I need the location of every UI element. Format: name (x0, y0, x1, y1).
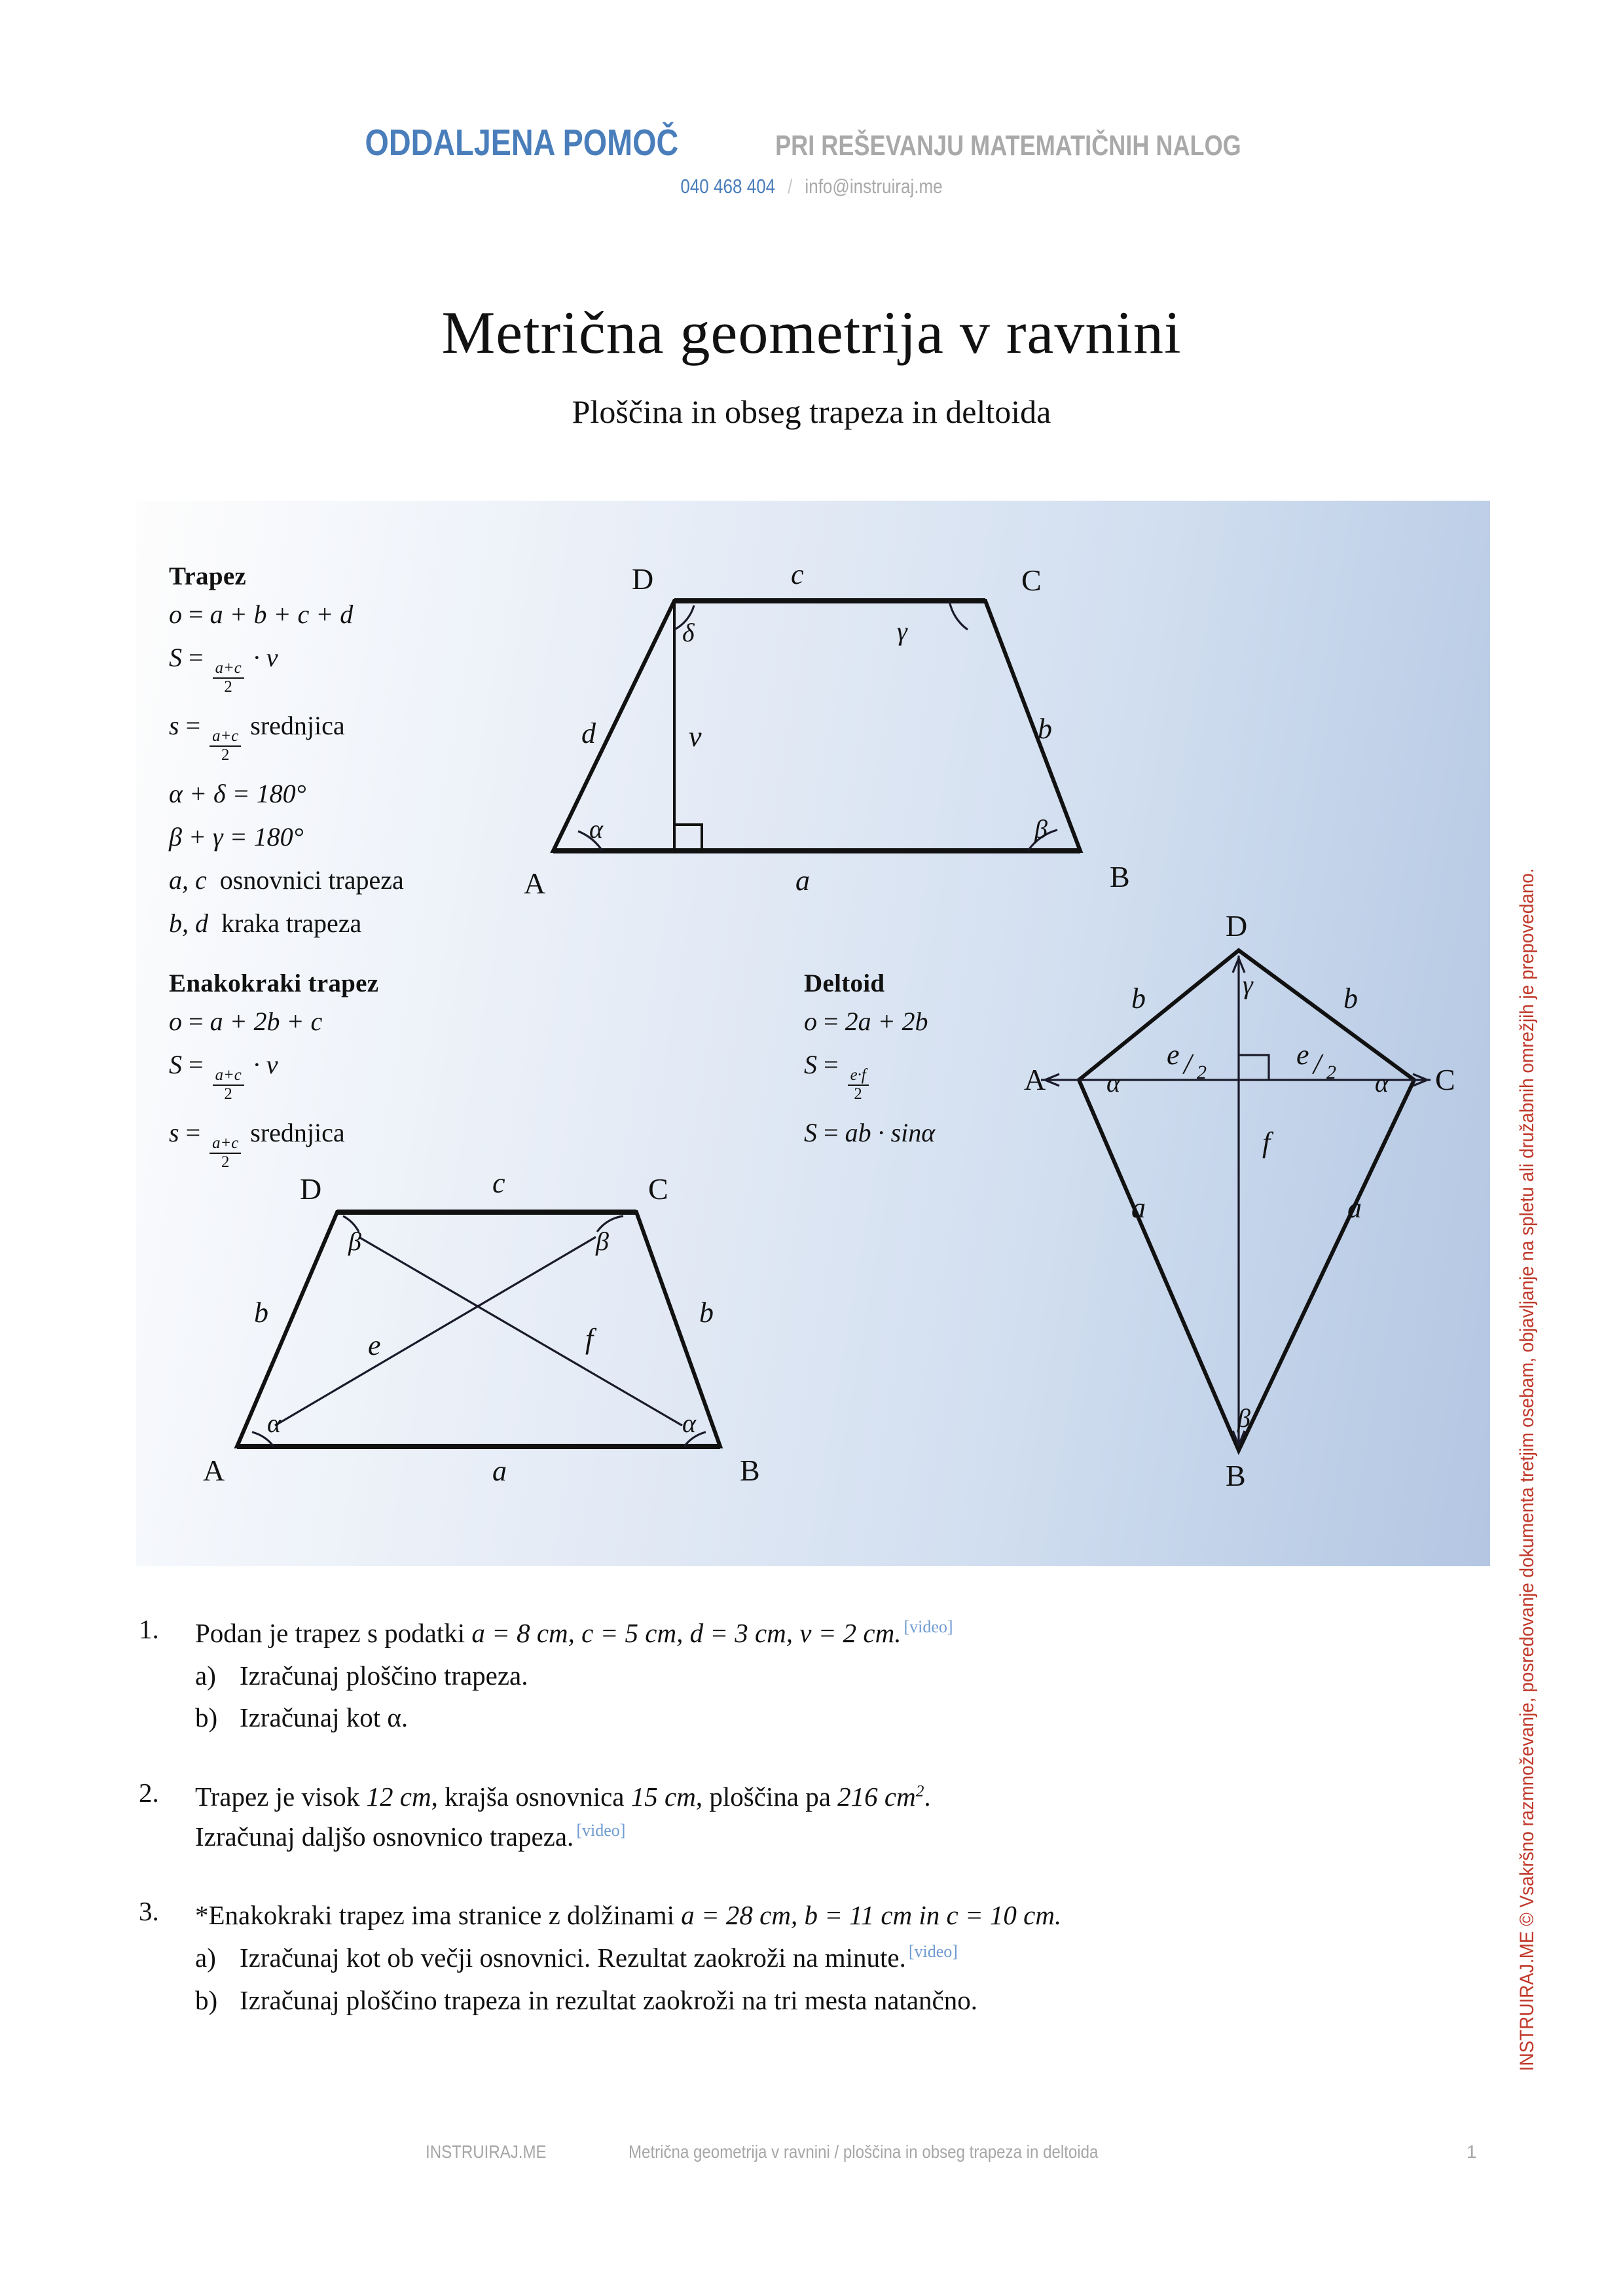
formula-block-enakokraki (169, 969, 378, 1188)
statement-text: Izračunaj daljšo osnovnico trapeza. (195, 1821, 574, 1852)
angle-label-alpha-right: α (682, 1408, 696, 1438)
fraction-denominator: 2 (210, 1153, 241, 1171)
brand-line (0, 121, 1623, 164)
statement-text: , ploščina pa (695, 1782, 838, 1812)
side-label-b-left: b (254, 1297, 268, 1329)
statement-math: 15 cm (630, 1782, 696, 1812)
statement-math: 216 cm (837, 1782, 916, 1812)
angle-label-gamma: γ (1243, 970, 1253, 999)
subitem-text: Izračunaj kot α. (240, 1702, 409, 1733)
exercise-item-3 (139, 1895, 1317, 2020)
formula-word: srednjica (250, 710, 345, 740)
formula-heading-deltoid: Deltoid (804, 969, 885, 997)
page-number: 1 (1467, 2142, 1477, 2162)
vertex-label-C: C (1435, 1063, 1455, 1096)
angle-label-gamma: γ (897, 617, 907, 646)
vertex-label-D: D (300, 1172, 322, 1206)
formula-heading-trapez: Trapez (169, 562, 247, 590)
angle-label-delta: δ (682, 618, 695, 647)
separator: / (788, 175, 793, 198)
note-symbols: b, d (169, 908, 208, 938)
exercise-subitem (195, 1981, 1061, 2020)
vertex-label-D: D (632, 562, 654, 596)
side-label-a: a (795, 865, 810, 897)
footer-brand: INSTRUIRAJ.ME (426, 2142, 547, 2162)
formula-block-deltoid (804, 969, 935, 1163)
video-link[interactable]: [video] (576, 1821, 626, 1840)
spacer (139, 1867, 1317, 1895)
fraction-numerator: a+c (215, 659, 242, 677)
vertex-label-B: B (1110, 860, 1130, 893)
side-label-b: b (1038, 713, 1052, 745)
side-label-b-left: b (1131, 982, 1146, 1014)
fraction (213, 660, 244, 696)
vertex-label-C: C (1021, 564, 1042, 597)
side-label-b-right: b (699, 1297, 714, 1329)
exercise-subitem (195, 1656, 953, 1696)
statement-text: . (924, 1782, 931, 1812)
copyright-vertical-notice: INSTRUIRAJ.ME © Vsakršno razmnoževanje, posredovanje dokumenta tretjim osebam, objavljanje na spletu ali družabnih omrežjih je prepovedano. (1516, 868, 1538, 2072)
vertex-label-A: A (524, 867, 546, 900)
exercise-body (195, 1777, 931, 1856)
formula-rhs: a + 2b + c (210, 1007, 323, 1036)
exercise-statement-line2 (195, 1817, 931, 1857)
vertex-label-A: A (1024, 1063, 1046, 1096)
note-symbols: a, c (169, 865, 207, 895)
phone-number[interactable]: 040 468 404 (680, 175, 776, 198)
exercise-statement-line1 (195, 1777, 931, 1817)
subitem-letter: b) (195, 1984, 218, 2015)
trapezoid-diagram (498, 556, 1152, 900)
subitem-text: Izračunaj kot ob večji osnovnici. Rezultat zaokroži na minute. (240, 1943, 906, 1973)
side-label-c: c (492, 1167, 505, 1199)
spacer (139, 1748, 1317, 1777)
formula-note-bases (169, 867, 404, 893)
footer-title: Metrična geometrija v ravnini / ploščina in obseg trapeza in deltoida (629, 2142, 1099, 2162)
kite-diagram (1021, 910, 1453, 1492)
formula-lhs: o (804, 1007, 817, 1036)
vertex-label-B: B (1226, 1459, 1246, 1492)
vertex-label-D: D (1226, 909, 1248, 942)
statement-text: Podan je trapez s podatki (195, 1618, 472, 1648)
formula-block-trapez (169, 562, 404, 954)
exercise-number: 1. (139, 1614, 159, 1644)
exercise-subitem (195, 1698, 953, 1738)
fraction-numerator: e·f (850, 1066, 866, 1085)
fraction-numerator: a+c (215, 1066, 242, 1085)
formula-area-enakokraki: S = $\frac{a+c}{2}$ · v (169, 1050, 278, 1103)
formula-area-deltoid: S = $\frac{e\cdot f}{2}$ (804, 1052, 935, 1103)
page-title: Metrična geometrija v ravnini (441, 299, 1182, 366)
subitem-text-wrap (240, 1938, 958, 1978)
formula-angle-sum-2: β + γ = 180° (169, 821, 304, 852)
formula-lhs: S (169, 1050, 182, 1079)
formula-note-legs (169, 910, 404, 937)
angle-label-alpha-right: α (1375, 1068, 1389, 1098)
fraction (848, 1067, 869, 1103)
angle-label-beta-left: β (348, 1227, 361, 1256)
page-subtitle: Ploščina in obseg trapeza in deltoida (572, 393, 1051, 430)
fraction-denominator: 2 (213, 1085, 244, 1103)
exercise-number: 2. (139, 1778, 159, 1808)
side-label-b-right: b (1343, 982, 1358, 1014)
vertex-label-B: B (740, 1454, 760, 1487)
formula-tail: · v (253, 1050, 278, 1079)
contact-line (130, 175, 1493, 198)
statement-math: a = 28 cm, b = 11 cm in c = 10 cm. (681, 1900, 1062, 1931)
side-label-c: c (791, 558, 804, 590)
angle-label-alpha-left: α (1106, 1068, 1120, 1098)
formula-lhs: S (804, 1117, 817, 1147)
diagonal-label-f: f (585, 1323, 594, 1355)
fraction-numerator: a+c (212, 1134, 239, 1153)
brand-name: ODDALJENA POMOČ (365, 122, 678, 164)
vertex-label-A: A (203, 1454, 225, 1487)
formula-midline-enakokraki: s = $\frac{a+c}{2}$ srednjica (169, 1117, 345, 1171)
exercise-number: 3. (139, 1896, 159, 1927)
subitem-text: Izračunaj ploščino trapeza. (240, 1660, 528, 1691)
statement-text: *Enakokraki trapez ima stranice z dolžinami (195, 1900, 682, 1931)
fraction (213, 1067, 244, 1103)
formula-lhs: s (169, 1117, 179, 1147)
formula-lhs: S (169, 643, 182, 672)
diagonal-label-e-half-left (1167, 1039, 1207, 1083)
formula-lhs: s (169, 710, 179, 740)
subitem-letter: b) (195, 1702, 218, 1733)
fraction-denominator: 2 (848, 1085, 869, 1103)
exercise-subitem (195, 1938, 1061, 1978)
formula-perimeter-enakokraki: o = a + 2b + c (169, 1007, 323, 1036)
formula-lhs: S (804, 1050, 817, 1079)
formula-area2-deltoid: S = ab · sinα (804, 1117, 936, 1147)
statement-math: 12 cm (366, 1782, 431, 1812)
svg-text:2: 2 (1326, 1062, 1336, 1083)
exercise-body (195, 1895, 1061, 2020)
fraction-numerator: a+c (212, 727, 239, 745)
fraction-denominator: 2 (210, 745, 241, 764)
exercise-body (195, 1613, 953, 1738)
formula-perimeter-deltoid: o = 2a + 2b (804, 1007, 928, 1036)
exercise-item-1 (139, 1613, 1317, 1738)
angle-label-beta: β (1034, 814, 1048, 844)
height-label-v: v (689, 721, 702, 753)
formula-heading-enakokraki: Enakokraki trapez (169, 969, 379, 997)
svg-text:2: 2 (1197, 1062, 1207, 1083)
exercise-statement (195, 1895, 1061, 1935)
formula-angle-sum-1: α + δ = 180° (169, 778, 306, 808)
formula-rhs: a + b + c + d (210, 600, 354, 629)
svg-text:e: e (1167, 1039, 1180, 1071)
formula-rhs: ab · sinα (845, 1117, 936, 1147)
side-label-a-left: a (1131, 1192, 1146, 1224)
formula-lhs: o (169, 1007, 182, 1036)
vertex-label-C: C (648, 1172, 668, 1206)
subitem-text: Izračunaj ploščino trapeza in rezultat zaokroži na tri mesta natančno. (240, 1984, 977, 2015)
angle-label-beta: β (1237, 1403, 1250, 1433)
svg-text:e: e (1296, 1039, 1309, 1071)
video-link[interactable]: [video] (903, 1617, 953, 1637)
statement-text: , krajša osnovnica (431, 1782, 631, 1812)
diagonal-label-f: f (1262, 1126, 1271, 1158)
formula-perimeter-trapez: o = a + b + c + d (169, 600, 354, 629)
diagonal-label-e: e (368, 1329, 381, 1361)
statement-text: Trapez je visok (195, 1782, 367, 1812)
note-text: osnovnici trapeza (219, 865, 404, 895)
statement-math: a = 8 cm, c = 5 cm, d = 3 cm, v = 2 cm. (471, 1618, 902, 1648)
svg-text:/: / (1184, 1048, 1192, 1080)
statement-exponent: 2 (915, 1782, 924, 1801)
angle-label-alpha-left: α (267, 1408, 281, 1438)
side-label-d: d (581, 717, 596, 749)
note-text: kraka trapeza (221, 908, 362, 938)
formula-lhs: o (169, 600, 182, 629)
email-address[interactable]: info@instruiraj.me (805, 175, 943, 198)
fraction (210, 728, 241, 764)
site-header (0, 121, 1623, 198)
subitem-letter: a) (195, 1660, 216, 1691)
brand-tagline: PRI REŠEVANJU MATEMATIČNIH NALOG (775, 130, 1242, 162)
exercise-item-2 (139, 1777, 1317, 1856)
angle-label-beta-right: β (596, 1227, 609, 1256)
angle-label-alpha: α (589, 814, 603, 844)
diagonal-label-e-half-right (1296, 1039, 1336, 1083)
fraction-denominator: 2 (213, 677, 244, 696)
formula-midline-trapez: s = $\frac{a+c}{2}$ srednjica (169, 710, 345, 764)
side-label-a-right: a (1347, 1192, 1362, 1224)
exercise-statement (195, 1613, 953, 1653)
formula-tail: · v (253, 643, 278, 672)
side-label-a: a (492, 1455, 507, 1487)
svg-text:/: / (1313, 1048, 1322, 1080)
subitem-letter: a) (195, 1943, 216, 1973)
formula-area-trapez: S = $\frac{a+c}{2}$ · v (169, 643, 278, 696)
formula-rhs: 2a + 2b (845, 1007, 928, 1036)
video-link[interactable]: [video] (908, 1942, 958, 1962)
isosceles-trapezoid-diagram (196, 1158, 786, 1486)
formula-word: srednjica (250, 1117, 345, 1147)
exercise-list (139, 1613, 1317, 2030)
